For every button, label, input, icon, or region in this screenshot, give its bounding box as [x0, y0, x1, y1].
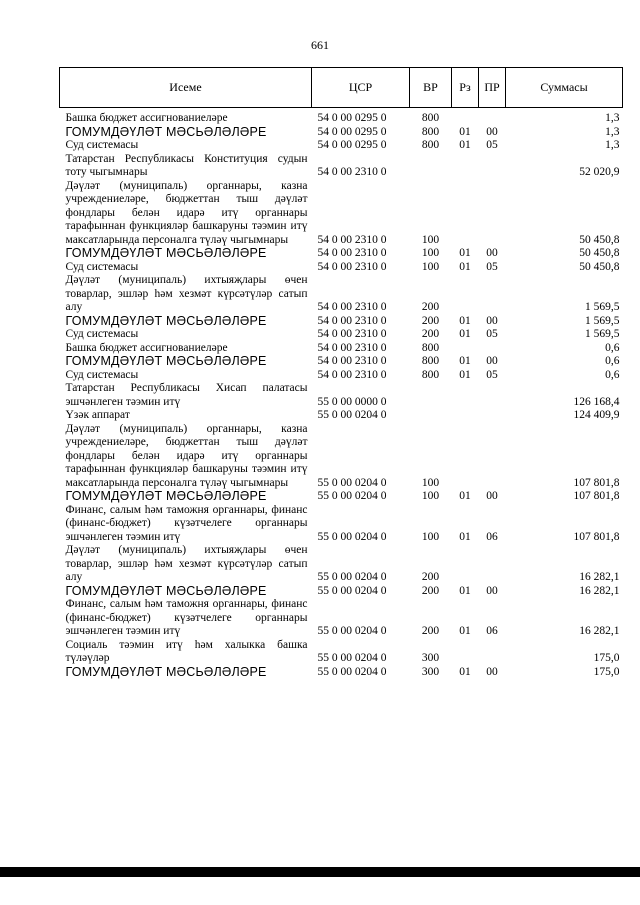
row-csr: 55 0 00 0204 0	[317, 530, 387, 543]
row-vr: 100	[421, 490, 440, 502]
row-csr: 54 0 00 2310 0	[317, 301, 387, 313]
row-csr: 54 0 00 2310 0	[317, 260, 387, 273]
table-row	[60, 274, 623, 315]
row-vr	[410, 382, 452, 409]
row-csr: 55 0 00 0000 0	[317, 395, 387, 408]
row-rz	[452, 382, 479, 409]
table-row	[60, 112, 623, 126]
row-vr: 800	[421, 355, 440, 367]
row-name: ГОМУМДӘҮЛӘТ МӘСЬӘЛӘЛӘРЕ	[65, 583, 267, 598]
row-csr: 54 0 00 2310 0	[317, 233, 387, 246]
row-rz: 01	[459, 665, 471, 678]
row-sum: 16 282,1	[579, 584, 620, 597]
row-sum: 0,6	[605, 341, 620, 354]
table-row	[60, 382, 623, 409]
row-sum: 126 168,4	[573, 395, 620, 408]
header-vr: ВР	[410, 68, 452, 108]
row-csr: 55 0 00 0204 0	[317, 665, 387, 678]
table-row	[60, 504, 623, 545]
row-csr: 54 0 00 2310 0	[317, 247, 387, 259]
row-pr: 05	[486, 328, 498, 340]
row-csr: 54 0 00 0295 0	[317, 112, 387, 124]
table-row	[60, 409, 623, 423]
row-name: Суд системасы	[65, 368, 139, 381]
row-csr: 55 0 00 0204 0	[317, 652, 387, 664]
row-rz: 01	[459, 139, 471, 151]
row-sum: 0,6	[605, 355, 620, 367]
row-vr: 800	[421, 112, 440, 124]
row-rz: 01	[459, 530, 471, 543]
row-rz: 01	[459, 125, 471, 138]
row-sum: 50 450,8	[579, 260, 620, 273]
row-name: ГОМУМДӘҮЛӘТ МӘСЬӘЛӘЛӘРЕ	[65, 313, 267, 328]
header-sum: Суммасы	[506, 68, 623, 108]
header-csr: ЦСР	[312, 68, 410, 108]
row-pr: 00	[486, 314, 498, 327]
row-csr: 54 0 00 0295 0	[317, 125, 387, 138]
row-pr	[479, 382, 506, 409]
row-name: Социаль тәэмин итү һәм халыкка башка түләүләр	[65, 638, 308, 664]
row-name: Дәүләт (муниципаль) органнары, казна учреждениеләре, бюджеттан тыш дәүләт фондлары белән идарә итү органнары тарафыннан функцияләр башкаруны тәэмин итү максатларында персоналга түләү чыгымнары	[65, 179, 308, 246]
row-csr: 54 0 00 2310 0	[317, 314, 387, 327]
row-vr: 800	[421, 125, 440, 138]
row-vr: 200	[421, 314, 440, 327]
row-csr: 55 0 00 0204 0	[317, 409, 387, 421]
row-sum: 16 282,1	[579, 625, 620, 637]
row-sum: 50 450,8	[579, 233, 620, 246]
row-vr	[410, 409, 452, 423]
row-name: Татарстан Республикасы Конституция судын тоту чыгымнары	[65, 152, 308, 178]
row-pr: 00	[486, 490, 498, 502]
row-rz: 01	[459, 247, 471, 259]
row-pr: 00	[486, 355, 498, 367]
row-rz	[452, 409, 479, 423]
row-rz	[452, 180, 479, 248]
row-name: Башка бюджет ассигнованиеләре	[65, 341, 228, 354]
page-bottom-bar	[0, 867, 640, 877]
row-sum: 16 282,1	[579, 571, 620, 583]
row-pr: 05	[486, 139, 498, 151]
row-pr	[479, 274, 506, 315]
row-name: Татарстан Республикасы Хисап палатасы эшчәнлеген тәэмин итү	[65, 382, 308, 408]
table-row	[60, 153, 623, 180]
row-pr: 06	[486, 625, 498, 637]
table-row	[60, 423, 623, 491]
header-pr: ПР	[479, 68, 506, 108]
table-row	[60, 315, 623, 329]
page-number: 661	[311, 38, 329, 52]
table-row	[60, 598, 623, 639]
row-sum: 107 801,8	[573, 530, 620, 543]
row-rz	[452, 153, 479, 180]
row-name: ГОМУМДӘҮЛӘТ МӘСЬӘЛӘЛӘРЕ	[65, 124, 267, 139]
row-pr	[479, 153, 506, 180]
row-sum: 175,0	[593, 665, 620, 678]
row-sum: 175,0	[593, 652, 620, 664]
table-header-row	[60, 68, 623, 108]
row-vr: 100	[421, 247, 440, 259]
row-pr: 05	[486, 368, 498, 381]
row-name: Суд системасы	[65, 139, 139, 151]
row-name: ГОМУМДӘҮЛӘТ МӘСЬӘЛӘЛӘРЕ	[65, 489, 267, 503]
row-sum: 1,3	[605, 125, 620, 138]
row-sum: 124 409,9	[573, 409, 620, 421]
table-row	[60, 544, 623, 585]
table-row	[60, 355, 623, 369]
row-rz	[452, 112, 479, 126]
row-sum: 1,3	[605, 139, 620, 151]
row-pr: 00	[486, 247, 498, 259]
row-csr: 54 0 00 2310 0	[317, 328, 387, 340]
table-row	[60, 369, 623, 383]
row-vr	[410, 153, 452, 180]
row-vr: 100	[421, 530, 440, 543]
row-name: Дәүләт (муниципаль) ихтыяҗлары өчен товарлар, эшләр һәм хезмәт күрсәтүләр сатып алу	[65, 274, 308, 313]
row-name: Суд системасы	[65, 328, 139, 340]
row-name: Башка бюджет ассигнованиеләре	[65, 112, 228, 124]
row-name: Суд системасы	[65, 260, 139, 273]
table-row	[60, 585, 623, 599]
row-rz: 01	[459, 328, 471, 340]
row-pr	[479, 180, 506, 248]
row-vr: 100	[421, 260, 440, 273]
row-sum: 1 569,5	[585, 328, 620, 340]
table-row	[60, 139, 623, 153]
row-csr: 54 0 00 2310 0	[317, 166, 387, 178]
row-rz	[452, 274, 479, 315]
row-pr	[479, 112, 506, 126]
row-vr: 800	[421, 341, 440, 354]
row-vr: 100	[421, 233, 440, 246]
row-rz: 01	[459, 368, 471, 381]
row-sum: 107 801,8	[573, 476, 620, 489]
table-row	[60, 180, 623, 248]
row-csr: 55 0 00 0204 0	[317, 490, 387, 502]
row-rz	[452, 639, 479, 666]
row-pr: 00	[486, 665, 498, 678]
row-csr: 55 0 00 0204 0	[317, 625, 387, 637]
header-rz: Рз	[452, 68, 479, 108]
row-csr: 54 0 00 2310 0	[317, 355, 387, 367]
row-vr: 200	[421, 625, 440, 637]
table-row	[60, 126, 623, 140]
row-name: Финанс, салым һәм таможня органнары, финанс (финанс-бюджет) күзәтчелеге органнары эшчәнлеген тәэмин итү	[65, 598, 308, 637]
row-vr: 200	[421, 301, 440, 313]
row-vr: 200	[421, 328, 440, 340]
row-name: ГОМУМДӘҮЛӘТ МӘСЬӘЛӘЛӘРЕ	[65, 246, 267, 260]
row-name: Дәүләт (муниципаль) ихтыяҗлары өчен товарлар, эшләр һәм хезмәт күрсәтүләр сатып алу	[65, 544, 308, 583]
table-body	[60, 108, 623, 680]
row-sum: 107 801,8	[573, 490, 620, 502]
row-name: ГОМУМДӘҮЛӘТ МӘСЬӘЛӘЛӘРЕ	[65, 664, 267, 679]
table-row	[60, 490, 623, 504]
row-csr: 55 0 00 0204 0	[317, 571, 387, 583]
row-csr: 55 0 00 0204 0	[317, 476, 387, 489]
table-row	[60, 639, 623, 666]
row-name: Финанс, салым һәм таможня органнары, финанс (финанс-бюджет) күзәтчелеге органнары эшчәнлеген тәэмин итү	[65, 503, 308, 543]
row-name: ГОМУМДӘҮЛӘТ МӘСЬӘЛӘЛӘРЕ	[65, 354, 267, 368]
row-csr: 54 0 00 2310 0	[317, 368, 387, 381]
row-pr: 06	[486, 530, 498, 543]
table-row	[60, 261, 623, 275]
row-csr: 55 0 00 0204 0	[317, 584, 387, 597]
row-name: Үзәк аппарат	[65, 409, 130, 421]
row-rz: 01	[459, 625, 471, 637]
table-row	[60, 342, 623, 356]
row-pr	[479, 639, 506, 666]
row-rz: 01	[459, 260, 471, 273]
header-name: Исеме	[60, 68, 312, 108]
row-pr: 00	[486, 584, 498, 597]
table-row	[60, 328, 623, 342]
row-rz	[452, 544, 479, 585]
row-pr	[479, 342, 506, 356]
row-vr: 200	[421, 571, 440, 583]
row-name: Дәүләт (муниципаль) органнары, казна учреждениеләре, бюджеттан тыш дәүләт фондлары белән идарә итү органнары тарафыннан функцияләр башкаруны тәэмин итү максатларында персоналга түләү чыгымнары	[65, 422, 308, 489]
row-pr: 00	[486, 125, 498, 138]
row-sum: 50 450,8	[579, 247, 620, 259]
row-sum: 0,6	[605, 368, 620, 381]
row-sum: 1 569,5	[585, 301, 620, 313]
row-vr: 300	[421, 652, 440, 664]
row-sum: 1 569,5	[585, 314, 620, 327]
row-rz: 01	[459, 584, 471, 597]
row-rz: 01	[459, 314, 471, 327]
table-row	[60, 247, 623, 261]
row-rz: 01	[459, 355, 471, 367]
row-pr	[479, 409, 506, 423]
row-vr: 100	[421, 476, 440, 489]
row-sum: 52 020,9	[579, 166, 620, 178]
row-pr: 05	[486, 260, 498, 273]
row-vr: 200	[421, 584, 440, 597]
table-row	[60, 666, 623, 680]
row-vr: 800	[421, 139, 440, 151]
row-rz	[452, 342, 479, 356]
row-vr: 800	[421, 368, 440, 381]
row-rz	[452, 423, 479, 491]
budget-table-container	[59, 67, 622, 679]
budget-table	[59, 67, 623, 679]
row-csr: 54 0 00 0295 0	[317, 139, 387, 151]
row-pr	[479, 423, 506, 491]
row-sum: 1,3	[605, 112, 620, 124]
row-pr	[479, 544, 506, 585]
row-rz: 01	[459, 490, 471, 502]
row-csr: 54 0 00 2310 0	[317, 341, 387, 354]
row-vr: 300	[421, 665, 440, 678]
